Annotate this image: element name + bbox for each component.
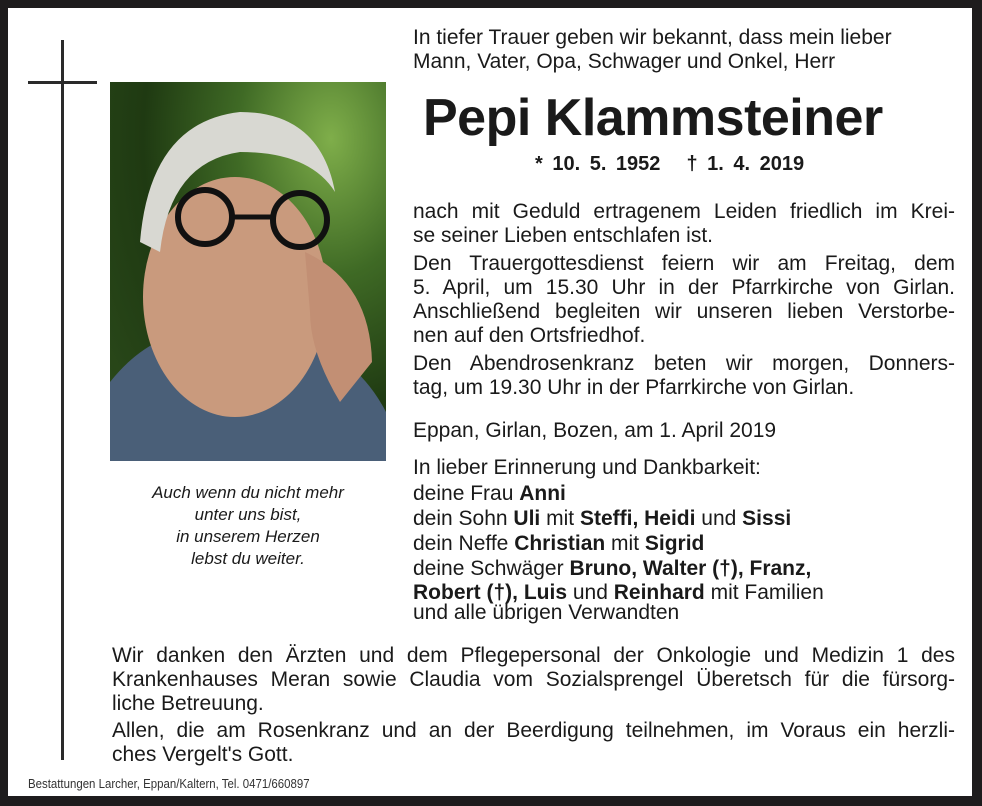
body-line <box>413 300 955 324</box>
text-segment: Den Trauergottesdienst feiern wir am Freitag, dem <box>413 252 955 275</box>
text-segment: mit Familien <box>704 581 824 604</box>
body-line <box>413 252 955 276</box>
body-line <box>413 419 776 443</box>
text-segment: und alle übrigen Verwandten <box>413 601 680 624</box>
text-segment: und <box>695 507 743 530</box>
name-emphasis: Uli <box>513 507 541 530</box>
name-emphasis: Sigrid <box>644 532 705 555</box>
deceased-name: Pepi Klammsteiner <box>423 89 883 147</box>
text-segment: mit <box>540 507 580 530</box>
body-line <box>413 352 955 376</box>
body-line <box>413 276 955 300</box>
text-segment: dein Neffe <box>413 532 515 555</box>
cross-icon <box>61 40 64 760</box>
birth-date: * 10. 5. 1952 <box>535 153 661 175</box>
body-line <box>112 692 264 716</box>
text-segment: tag, um 19.30 Uhr in der Pfarrkirche von Girlan. <box>413 376 855 399</box>
caption-line: lebst du weiter. <box>191 549 305 568</box>
funeral-home-footer: Bestattungen Larcher, Eppan/Kaltern, Tel. 0471/660897 <box>28 776 310 791</box>
cross-icon-bar <box>28 81 97 84</box>
text-segment: Eppan, Girlan, Bozen, am 1. April 2019 <box>413 419 777 442</box>
body-line <box>112 743 293 767</box>
body-line <box>413 200 955 224</box>
body-line <box>413 601 679 625</box>
text-segment: se seiner Lieben entschlafen ist. <box>413 224 714 247</box>
portrait-photo <box>110 82 386 461</box>
text-segment: ches Vergelt's Gott. <box>112 743 294 766</box>
text-segment: deine Schwäger <box>413 557 570 580</box>
memorial-caption <box>120 482 376 570</box>
body-line <box>112 644 955 668</box>
text-segment: Anschließend begleiten wir unseren lieben Verstorbe- <box>413 300 955 323</box>
body-line <box>413 557 811 581</box>
text-segment: Allen, die am Rosenkranz und an der Beerdigung teilnehmen, im Voraus ein herzli- <box>112 719 955 742</box>
text-segment: dein Sohn <box>413 507 514 530</box>
intro-line: In tiefer Trauer geben wir bekannt, dass mein lieber <box>413 26 892 49</box>
body-line <box>413 376 854 400</box>
life-dates <box>535 153 830 176</box>
body-line <box>413 456 761 480</box>
caption-line: in unserem Herzen <box>176 527 320 546</box>
name-emphasis: Steffi, Heidi <box>579 507 696 530</box>
text-segment: In lieber Erinnerung und Dankbarkeit: <box>413 456 761 479</box>
name-emphasis: Robert (†), Luis <box>413 581 568 604</box>
body-line <box>413 482 566 506</box>
caption-line: unter uns bist, <box>194 505 302 524</box>
name-emphasis: Reinhard <box>613 581 705 604</box>
body-line <box>112 668 955 692</box>
text-segment: Den Abendrosenkranz beten wir morgen, Donners- <box>413 352 955 375</box>
name-emphasis: Bruno, Walter (†), Franz, <box>569 557 812 580</box>
body-line <box>413 532 704 556</box>
death-date: † 1. 4. 2019 <box>686 153 805 175</box>
caption-line: Auch wenn du nicht mehr <box>152 483 344 502</box>
text-segment: nach mit Geduld ertragenem Leiden friedlich im Krei- <box>413 200 955 223</box>
text-segment: 5. April, um 15.30 Uhr in der Pfarrkirche von Girlan. <box>413 276 955 299</box>
body-line <box>413 324 645 348</box>
text-segment: mit <box>605 532 645 555</box>
text-segment: nen auf den Ortsfriedhof. <box>413 324 646 347</box>
body-line <box>413 224 713 248</box>
body-line <box>413 507 791 531</box>
text-segment: deine Frau <box>413 482 520 505</box>
name-emphasis: Sissi <box>742 507 792 530</box>
text-segment: Krankenhauses Meran sowie Claudia vom Sozialsprengel Überetsch für die fürsorg- <box>112 668 955 691</box>
text-segment: liche Betreuung. <box>112 692 264 715</box>
text-segment: und <box>567 581 614 604</box>
name-emphasis: Christian <box>514 532 606 555</box>
name-emphasis: Anni <box>519 482 566 505</box>
text-segment: Wir danken den Ärzten und dem Pflegepersonal der Onkologie und Medizin 1 des <box>112 644 955 667</box>
intro-line: Mann, Vater, Opa, Schwager und Onkel, Herr <box>413 50 836 73</box>
body-line <box>112 719 955 743</box>
